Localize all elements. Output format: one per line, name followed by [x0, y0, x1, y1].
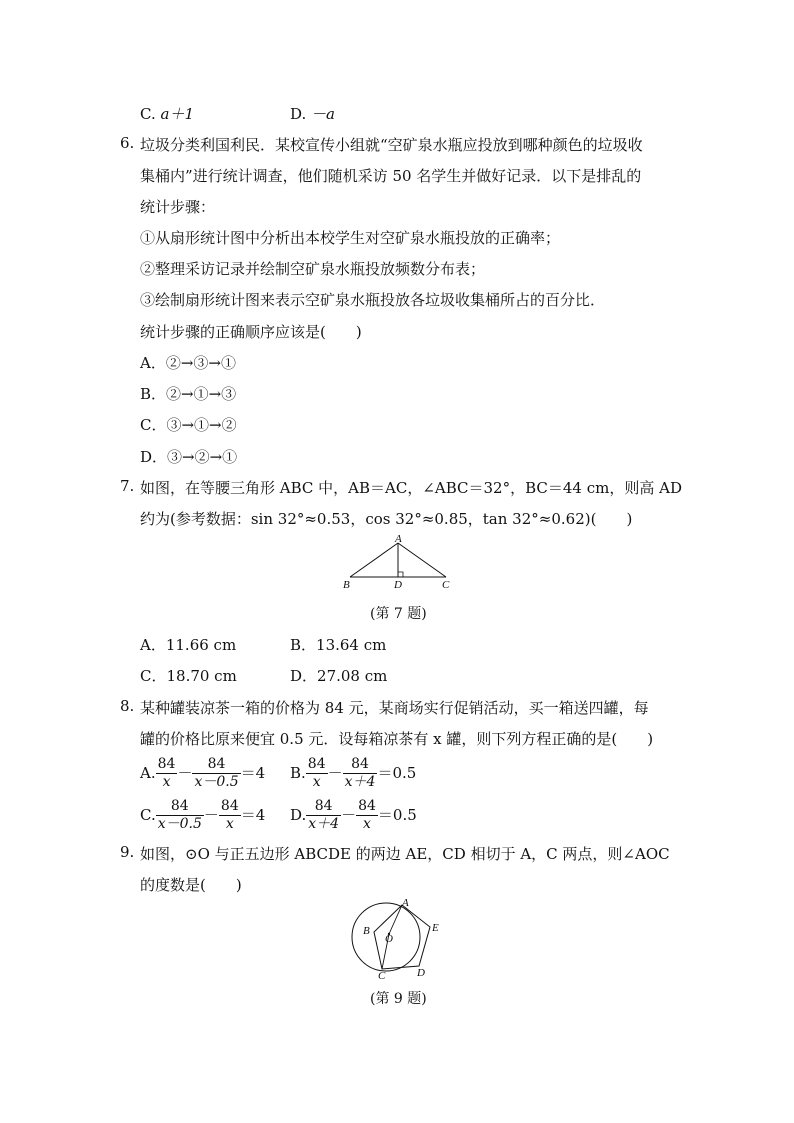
right-angle-mark — [398, 572, 403, 577]
q7-option-d: D．27.08 cm — [290, 667, 388, 685]
q6-option-d: D．③→②→① — [140, 448, 238, 466]
q8-text-line1: 某种罐装凉茶一箱的价格为 84 元，某商场实行促销活动，买一箱送四罐，每 — [140, 699, 649, 717]
q9-number: 9. — [120, 843, 135, 861]
pentagon-abcde — [374, 905, 430, 969]
q8-option-b: B. $\frac{84}{x}$ － $\frac{84}{x+4}$ ＝0.5 — [290, 755, 417, 790]
q6-step-3: ③绘制扇形统计图来表示空矿泉水瓶投放各垃圾收集桶所占的百分比． — [140, 291, 606, 309]
radius-oa — [389, 905, 402, 934]
label-a: A — [402, 897, 409, 909]
label-o: O — [385, 933, 393, 945]
q6-question: 统计步骤的正确顺序应该是( ) — [140, 323, 362, 341]
q6-step-2: ②整理采访记录并绘制空矿泉水瓶投放频数分布表； — [140, 260, 486, 278]
q6-option-c: C．③→①→② — [140, 416, 237, 434]
q8-number: 8. — [120, 697, 135, 715]
label-b: B — [363, 925, 370, 937]
label-c: C — [442, 579, 450, 591]
q8-option-c: C. $\frac{84}{x-0.5}$ － $\frac{84}{x}$ ＝4 — [140, 797, 266, 832]
q7-text-line2: 约为(参考数据：sin 32°≈0.53，cos 32°≈0.85，tan 32°≈0.62)( ) — [140, 510, 633, 528]
label-d: D — [417, 967, 425, 979]
q6-option-b: B．②→①→③ — [140, 385, 237, 403]
q7-option-b: B．13.64 cm — [290, 636, 387, 654]
q6-number: 6. — [120, 134, 135, 152]
q6-text-line2: 集桶内”进行统计调查，他们随机采访 50 名学生并做好记录．以下是排乱的 — [140, 167, 642, 185]
q6-text-line3: 统计步骤： — [140, 198, 216, 216]
q7-number: 7. — [120, 477, 135, 495]
q5-option-c: C. a＋1 — [140, 105, 194, 123]
q6-text-line1: 垃圾分类利国利民．某校宣传小组就“空矿泉水瓶应投放到哪种颜色的垃圾收 — [140, 136, 643, 154]
q6-step-1: ①从扇形统计图中分析出本校学生对空矿泉水瓶投放的正确率； — [140, 229, 561, 247]
q9-text-line1: 如图，⊙O 与正五边形 ABCDE 的两边 AE，CD 相切于 A，C 两点，则∠AOC — [140, 845, 670, 863]
label-d: D — [394, 579, 402, 591]
q9-text-line2: 的度数是( ) — [140, 876, 242, 894]
label-a: A — [395, 534, 402, 545]
q7-option-c: C．18.70 cm — [140, 667, 237, 685]
q9-caption: (第 9 题) — [370, 991, 427, 1007]
q7-text-line1: 如图，在等腰三角形 ABC 中，AB＝AC，∠ABC＝32°，BC＝44 cm，则高 AD — [140, 479, 682, 497]
q9-pentagon-circle-figure — [344, 896, 450, 982]
q7-caption: (第 7 题) — [370, 606, 427, 622]
q7-triangle-figure — [336, 534, 460, 592]
q8-option-a: A. $\frac{84}{x}$ － $\frac{84}{x-0.5}$ ＝4 — [140, 755, 266, 790]
label-e: E — [432, 922, 439, 934]
q7-option-a: A．11.66 cm — [140, 636, 237, 654]
label-b: B — [343, 579, 350, 591]
q8-option-d: D. $\frac{84}{x+4}$ － $\frac{84}{x}$ ＝0.5 — [290, 797, 417, 832]
q6-option-a: A．②→③→① — [140, 354, 236, 372]
label-c: C — [378, 970, 386, 982]
q5-option-d: D. －a — [290, 105, 335, 123]
side-ab — [350, 543, 398, 577]
q8-text-line2: 罐的价格比原来便宜 0.5 元．设每箱凉茶有 x 罐，则下列方程正确的是( ) — [140, 730, 654, 748]
side-ac — [398, 543, 446, 577]
